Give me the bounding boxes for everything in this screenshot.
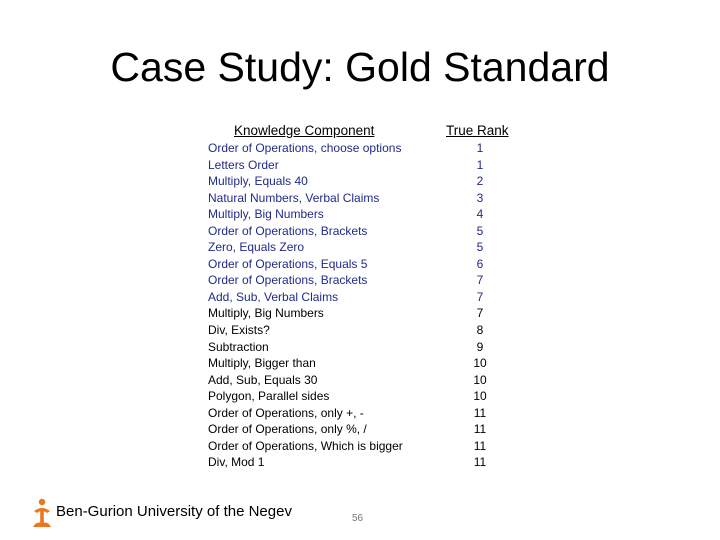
knowledge-component-cell: Letters Order bbox=[208, 157, 279, 172]
knowledge-component-cell: Order of Operations, Equals 5 bbox=[208, 256, 368, 271]
table-row bbox=[0, 322, 720, 339]
knowledge-component-cell: Order of Operations, Brackets bbox=[208, 273, 368, 288]
knowledge-component-cell: Multiply, Big Numbers bbox=[208, 306, 324, 321]
table-row bbox=[0, 421, 720, 438]
knowledge-component-cell: Order of Operations, only +, - bbox=[208, 405, 364, 420]
table-row bbox=[0, 206, 720, 223]
true-rank-cell: 7 bbox=[476, 306, 484, 321]
university-name: Ben-Gurion University of the Negev bbox=[56, 503, 292, 520]
table-row bbox=[0, 438, 720, 455]
page-number: 56 bbox=[352, 513, 364, 524]
table-row bbox=[0, 289, 720, 306]
table-row bbox=[0, 190, 720, 207]
knowledge-component-cell: Add, Sub, Equals 30 bbox=[208, 372, 318, 387]
table-row bbox=[0, 223, 720, 240]
true-rank-cell: 11 bbox=[473, 438, 487, 453]
table-row bbox=[0, 454, 720, 471]
table-row bbox=[0, 339, 720, 356]
ranking-table bbox=[0, 140, 720, 471]
true-rank-cell: 11 bbox=[473, 422, 487, 437]
true-rank-cell: 4 bbox=[476, 207, 484, 222]
true-rank-cell: 6 bbox=[476, 256, 484, 271]
true-rank-cell: 1 bbox=[476, 157, 484, 172]
table-row bbox=[0, 305, 720, 322]
table-row bbox=[0, 388, 720, 405]
column-header-true-rank: True Rank bbox=[446, 123, 509, 138]
knowledge-component-cell: Order of Operations, Which is bigger bbox=[208, 438, 403, 453]
slide-title: Case Study: Gold Standard bbox=[110, 44, 610, 90]
true-rank-cell: 1 bbox=[476, 141, 484, 155]
true-rank-cell: 11 bbox=[473, 405, 487, 420]
knowledge-component-cell: Multiply, Equals 40 bbox=[208, 174, 308, 189]
table-row bbox=[0, 272, 720, 289]
true-rank-cell: 9 bbox=[476, 339, 484, 354]
knowledge-component-cell: Subtraction bbox=[208, 339, 269, 354]
true-rank-cell: 8 bbox=[476, 323, 484, 338]
true-rank-cell: 5 bbox=[476, 240, 484, 255]
knowledge-component-cell: Multiply, Big Numbers bbox=[208, 207, 324, 222]
table-row bbox=[0, 157, 720, 174]
true-rank-cell: 7 bbox=[476, 273, 484, 288]
knowledge-component-cell: Zero, Equals Zero bbox=[208, 240, 305, 255]
table-row bbox=[0, 173, 720, 190]
table-row bbox=[0, 355, 720, 372]
true-rank-cell: 11 bbox=[473, 455, 487, 470]
knowledge-component-cell: Add, Sub, Verbal Claims bbox=[208, 289, 339, 304]
university-logo-icon bbox=[30, 497, 54, 529]
table-row bbox=[0, 372, 720, 389]
knowledge-component-cell: Div, Mod 1 bbox=[208, 455, 265, 470]
true-rank-cell: 10 bbox=[473, 389, 487, 404]
true-rank-cell: 2 bbox=[476, 174, 484, 189]
knowledge-component-cell: Natural Numbers, Verbal Claims bbox=[208, 190, 380, 205]
knowledge-component-cell: Order of Operations, choose options bbox=[208, 141, 402, 155]
knowledge-component-cell: Polygon, Parallel sides bbox=[208, 389, 330, 404]
true-rank-cell: 10 bbox=[473, 356, 487, 371]
true-rank-cell: 3 bbox=[476, 190, 484, 205]
true-rank-cell: 10 bbox=[473, 372, 487, 387]
table-row bbox=[0, 256, 720, 273]
true-rank-cell: 5 bbox=[476, 223, 484, 238]
knowledge-component-cell: Multiply, Bigger than bbox=[208, 356, 316, 371]
table-row bbox=[0, 405, 720, 422]
knowledge-component-cell: Order of Operations, Brackets bbox=[208, 223, 368, 238]
table-row bbox=[0, 140, 720, 157]
knowledge-component-cell: Order of Operations, only %, / bbox=[208, 422, 367, 437]
table-row bbox=[0, 239, 720, 256]
true-rank-cell: 7 bbox=[476, 289, 484, 304]
column-header-knowledge-component: Knowledge Component bbox=[234, 123, 375, 138]
knowledge-component-cell: Div, Exists? bbox=[208, 323, 270, 338]
